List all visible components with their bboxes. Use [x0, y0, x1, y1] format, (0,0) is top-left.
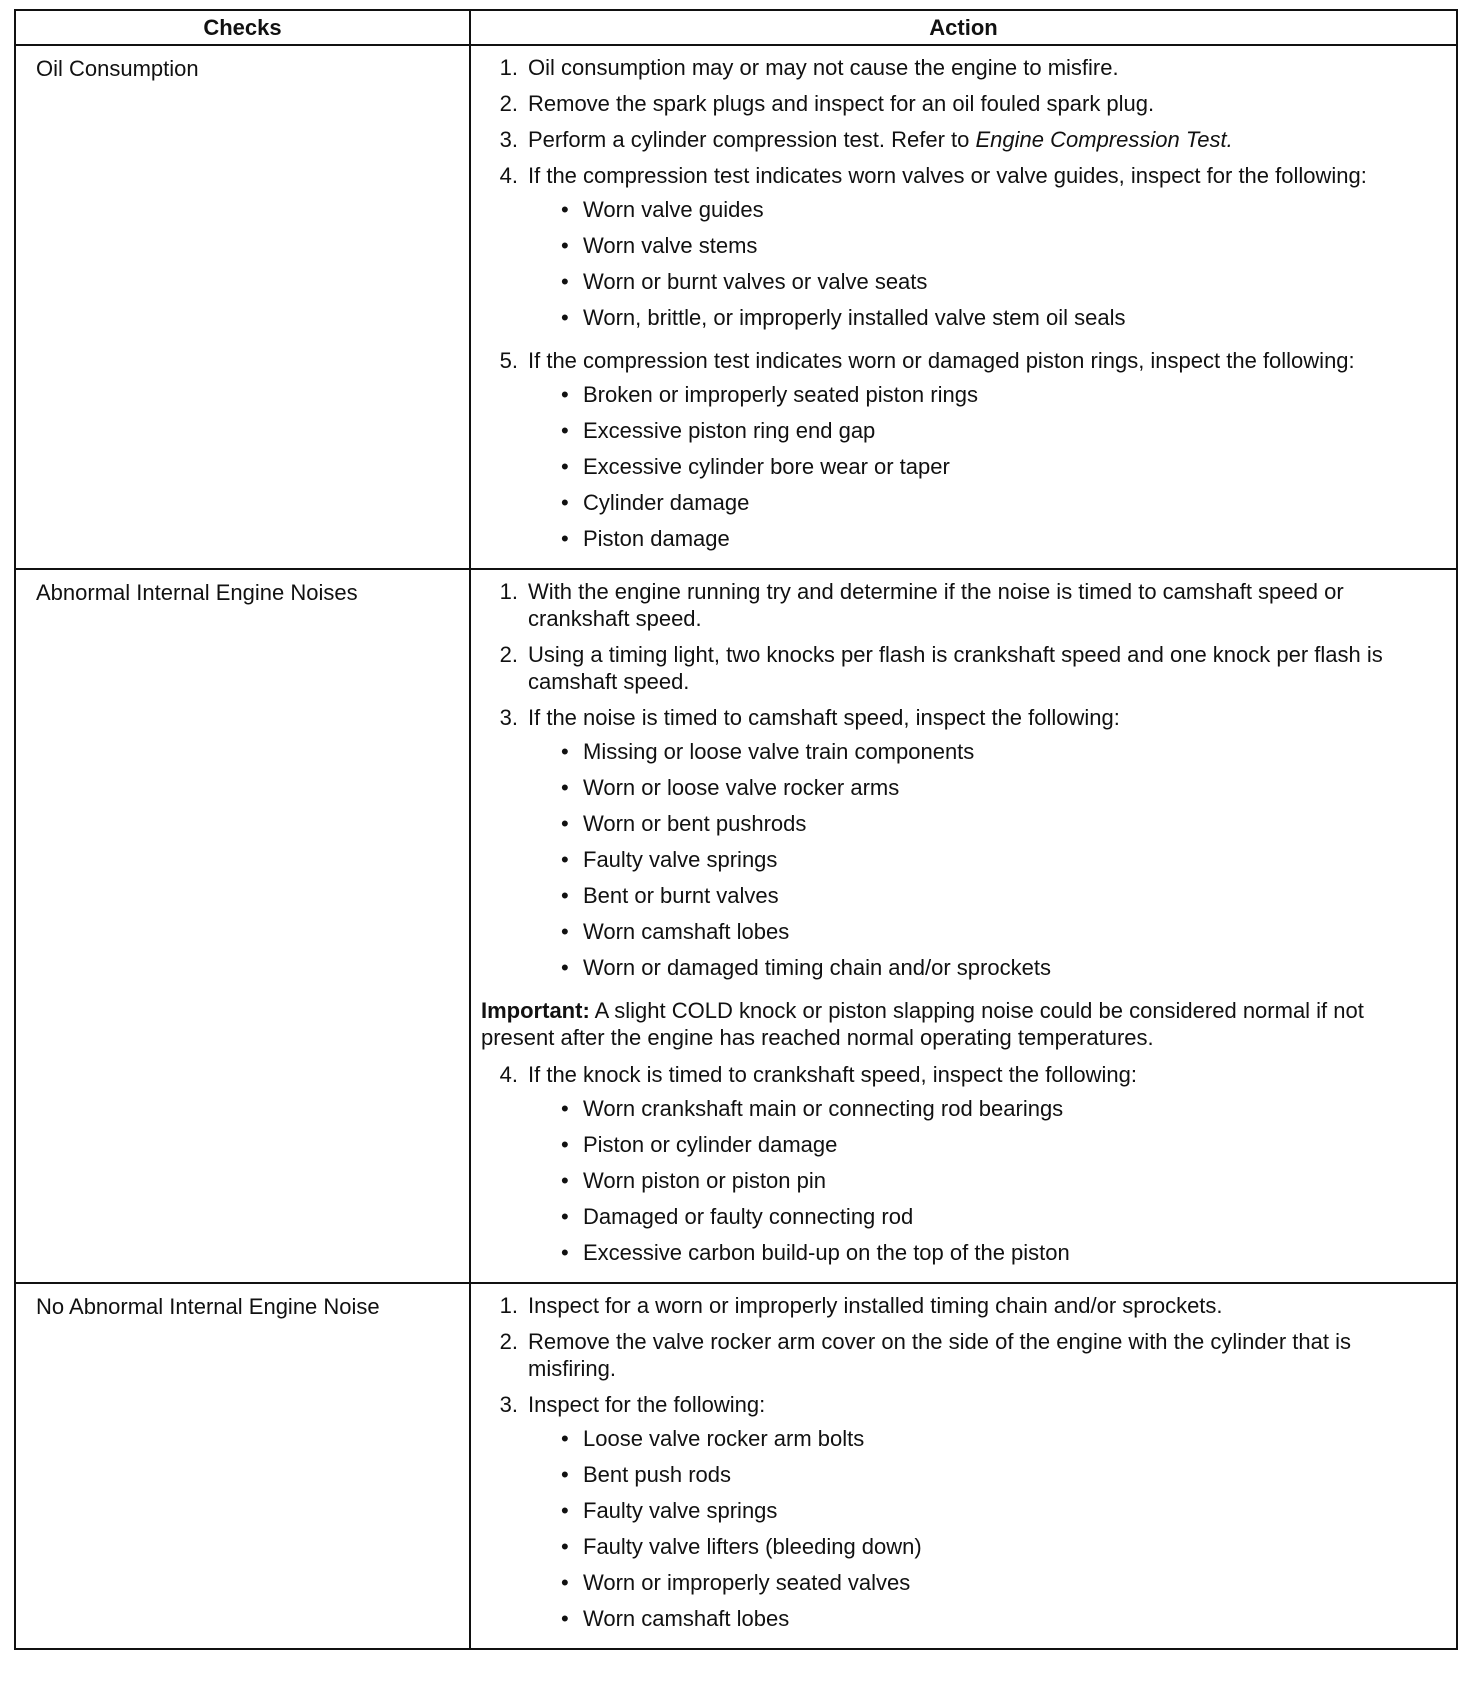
list-item-text: Worn or loose valve rocker arms	[583, 775, 900, 800]
step-number: 4.	[499, 163, 518, 188]
bullet-icon: •	[561, 919, 569, 944]
list-item-text: Missing or loose valve train components	[583, 739, 975, 764]
step	[481, 1292, 1442, 1319]
list-item-text: Worn, brittle, or improperly installed valve stem oil seals	[583, 305, 1126, 330]
list-item	[481, 810, 1442, 846]
list-item-text: Faulty valve springs	[583, 1498, 778, 1523]
list-item-text: Broken or improperly seated piston rings	[583, 382, 978, 407]
bullet-icon: •	[561, 775, 569, 800]
step	[481, 1061, 1442, 1088]
list-item	[481, 1095, 1442, 1131]
list-item	[481, 774, 1442, 810]
list-item-text: Piston damage	[583, 526, 730, 551]
list-item	[481, 1239, 1442, 1275]
list-item	[481, 417, 1442, 453]
step-text-part: Perform a cylinder compression test. Refer to	[528, 127, 976, 152]
list-item	[481, 1533, 1442, 1569]
bullet-icon: •	[561, 811, 569, 836]
note-label: Important:	[481, 998, 590, 1023]
list-item	[481, 1497, 1442, 1533]
list-item-text: Loose valve rocker arm bolts	[583, 1426, 865, 1451]
list-item-text: Faulty valve lifters (bleeding down)	[583, 1534, 922, 1559]
list-item	[481, 846, 1442, 882]
step	[481, 126, 1442, 153]
check-cell: Oil Consumption	[15, 45, 470, 569]
step-text: If the knock is timed to crankshaft speed, inspect the following:	[528, 1062, 1137, 1087]
bullet-icon: •	[561, 883, 569, 908]
step	[481, 90, 1442, 117]
note-text: A slight COLD knock or piston slapping noise could be considered normal if not present after the engine has reached normal operating temperatures.	[481, 998, 1364, 1050]
step	[481, 54, 1442, 81]
step-text: If the compression test indicates worn or damaged piston rings, inspect the following:	[528, 348, 1355, 373]
bullet-icon: •	[561, 197, 569, 222]
bullet-icon: •	[561, 1606, 569, 1631]
bullet-icon: •	[561, 305, 569, 330]
step-number: 1.	[499, 579, 518, 604]
step-number: 1.	[499, 55, 518, 80]
list-item-text: Worn or burnt valves or valve seats	[583, 269, 928, 294]
bullet-list	[481, 1095, 1442, 1275]
list-item	[481, 1569, 1442, 1605]
step-text: Using a timing light, two knocks per flash is crankshaft speed and one knock per flash is camshaft speed.	[528, 642, 1383, 694]
list-item-text: Damaged or faulty connecting rod	[583, 1204, 914, 1229]
list-item-text: Bent push rods	[583, 1462, 731, 1487]
check-cell: No Abnormal Internal Engine Noise	[15, 1283, 470, 1649]
action-cell	[470, 45, 1457, 569]
bullet-icon: •	[561, 1132, 569, 1157]
header-checks: Checks	[15, 10, 470, 45]
step-number: 3.	[499, 127, 518, 152]
bullet-list	[481, 1425, 1442, 1641]
step-text: Remove the spark plugs and inspect for an oil fouled spark plug.	[528, 91, 1155, 116]
step-text: Inspect for a worn or improperly installed timing chain and/or sprockets.	[528, 1293, 1223, 1318]
list-item	[481, 738, 1442, 774]
list-item-text: Worn valve stems	[583, 233, 758, 258]
list-item	[481, 381, 1442, 417]
list-item-text: Cylinder damage	[583, 490, 750, 515]
bullet-icon: •	[561, 1204, 569, 1229]
step-number: 5.	[499, 348, 518, 373]
list-item-text: Faulty valve springs	[583, 847, 778, 872]
bullet-icon: •	[561, 739, 569, 764]
list-item	[481, 1131, 1442, 1167]
bullet-list	[481, 196, 1442, 340]
step-text: If the compression test indicates worn valves or valve guides, inspect for the following:	[528, 163, 1367, 188]
list-item-text: Worn crankshaft main or connecting rod bearings	[583, 1096, 1064, 1121]
step	[481, 1328, 1442, 1382]
step-number: 1.	[499, 1293, 518, 1318]
list-item	[481, 1461, 1442, 1497]
list-item-text: Worn valve guides	[583, 197, 764, 222]
step-text: Oil consumption may or may not cause the engine to misfire.	[528, 55, 1119, 80]
bullet-icon: •	[561, 1096, 569, 1121]
step-text: Remove the valve rocker arm cover on the side of the engine with the cylinder that is misfiring.	[528, 1329, 1351, 1381]
bullet-icon: •	[561, 382, 569, 407]
bullet-icon: •	[561, 1240, 569, 1265]
step-number: 2.	[499, 642, 518, 667]
list-item	[481, 304, 1442, 340]
list-item-text: Excessive carbon build-up on the top of the piston	[583, 1240, 1070, 1265]
bullet-icon: •	[561, 955, 569, 980]
step-number: 3.	[499, 1392, 518, 1417]
bullet-icon: •	[561, 269, 569, 294]
list-item-text: Worn or bent pushrods	[583, 811, 807, 836]
list-item	[481, 489, 1442, 525]
step-text	[528, 126, 1442, 153]
list-item-text: Worn camshaft lobes	[583, 1606, 790, 1631]
list-item	[481, 196, 1442, 232]
list-item-text: Excessive piston ring end gap	[583, 418, 876, 443]
step	[481, 641, 1442, 695]
action-cell	[470, 1283, 1457, 1649]
header-action: Action	[470, 10, 1457, 45]
bullet-icon: •	[561, 454, 569, 479]
bullet-icon: •	[561, 1570, 569, 1595]
step	[481, 1391, 1442, 1418]
bullet-icon: •	[561, 1168, 569, 1193]
list-item-text: Worn or improperly seated valves	[583, 1570, 911, 1595]
list-item	[481, 232, 1442, 268]
bullet-list	[481, 738, 1442, 990]
table-row	[15, 45, 1457, 569]
step-number: 4.	[499, 1062, 518, 1087]
bullet-icon: •	[561, 418, 569, 443]
checks-action-table	[14, 9, 1458, 1650]
list-item-text: Piston or cylinder damage	[583, 1132, 838, 1157]
list-item-text: Worn piston or piston pin	[583, 1168, 826, 1193]
action-cell	[470, 569, 1457, 1283]
step-text: If the noise is timed to camshaft speed, inspect the following:	[528, 705, 1120, 730]
step-number: 2.	[499, 91, 518, 116]
list-item-text: Worn camshaft lobes	[583, 919, 790, 944]
reference-link-text: Engine Compression Test.	[975, 127, 1233, 152]
table-row	[15, 1283, 1457, 1649]
bullet-icon: •	[561, 1462, 569, 1487]
step	[481, 578, 1442, 632]
list-item	[481, 525, 1442, 561]
list-item	[481, 1203, 1442, 1239]
list-item	[481, 268, 1442, 304]
step-text: Inspect for the following:	[528, 1392, 766, 1417]
list-item-text: Bent or burnt valves	[583, 883, 779, 908]
bullet-icon: •	[561, 1534, 569, 1559]
bullet-list	[481, 381, 1442, 561]
list-item-text: Worn or damaged timing chain and/or sprockets	[583, 955, 1051, 980]
step	[481, 347, 1442, 374]
list-item	[481, 453, 1442, 489]
bullet-icon: •	[561, 847, 569, 872]
step	[481, 162, 1442, 189]
bullet-icon: •	[561, 526, 569, 551]
list-item	[481, 1167, 1442, 1203]
important-note	[481, 997, 1442, 1051]
list-item	[481, 954, 1442, 990]
step	[481, 704, 1442, 731]
table-header-row	[15, 10, 1457, 45]
bullet-icon: •	[561, 233, 569, 258]
bullet-icon: •	[561, 490, 569, 515]
bullet-icon: •	[561, 1426, 569, 1451]
list-item	[481, 882, 1442, 918]
table-row	[15, 569, 1457, 1283]
list-item	[481, 1605, 1442, 1641]
list-item-text: Excessive cylinder bore wear or taper	[583, 454, 950, 479]
step-number: 3.	[499, 705, 518, 730]
step-text: With the engine running try and determine if the noise is timed to camshaft speed or crankshaft speed.	[528, 579, 1344, 631]
check-cell: Abnormal Internal Engine Noises	[15, 569, 470, 1283]
bullet-icon: •	[561, 1498, 569, 1523]
list-item	[481, 918, 1442, 954]
step-number: 2.	[499, 1329, 518, 1354]
list-item	[481, 1425, 1442, 1461]
